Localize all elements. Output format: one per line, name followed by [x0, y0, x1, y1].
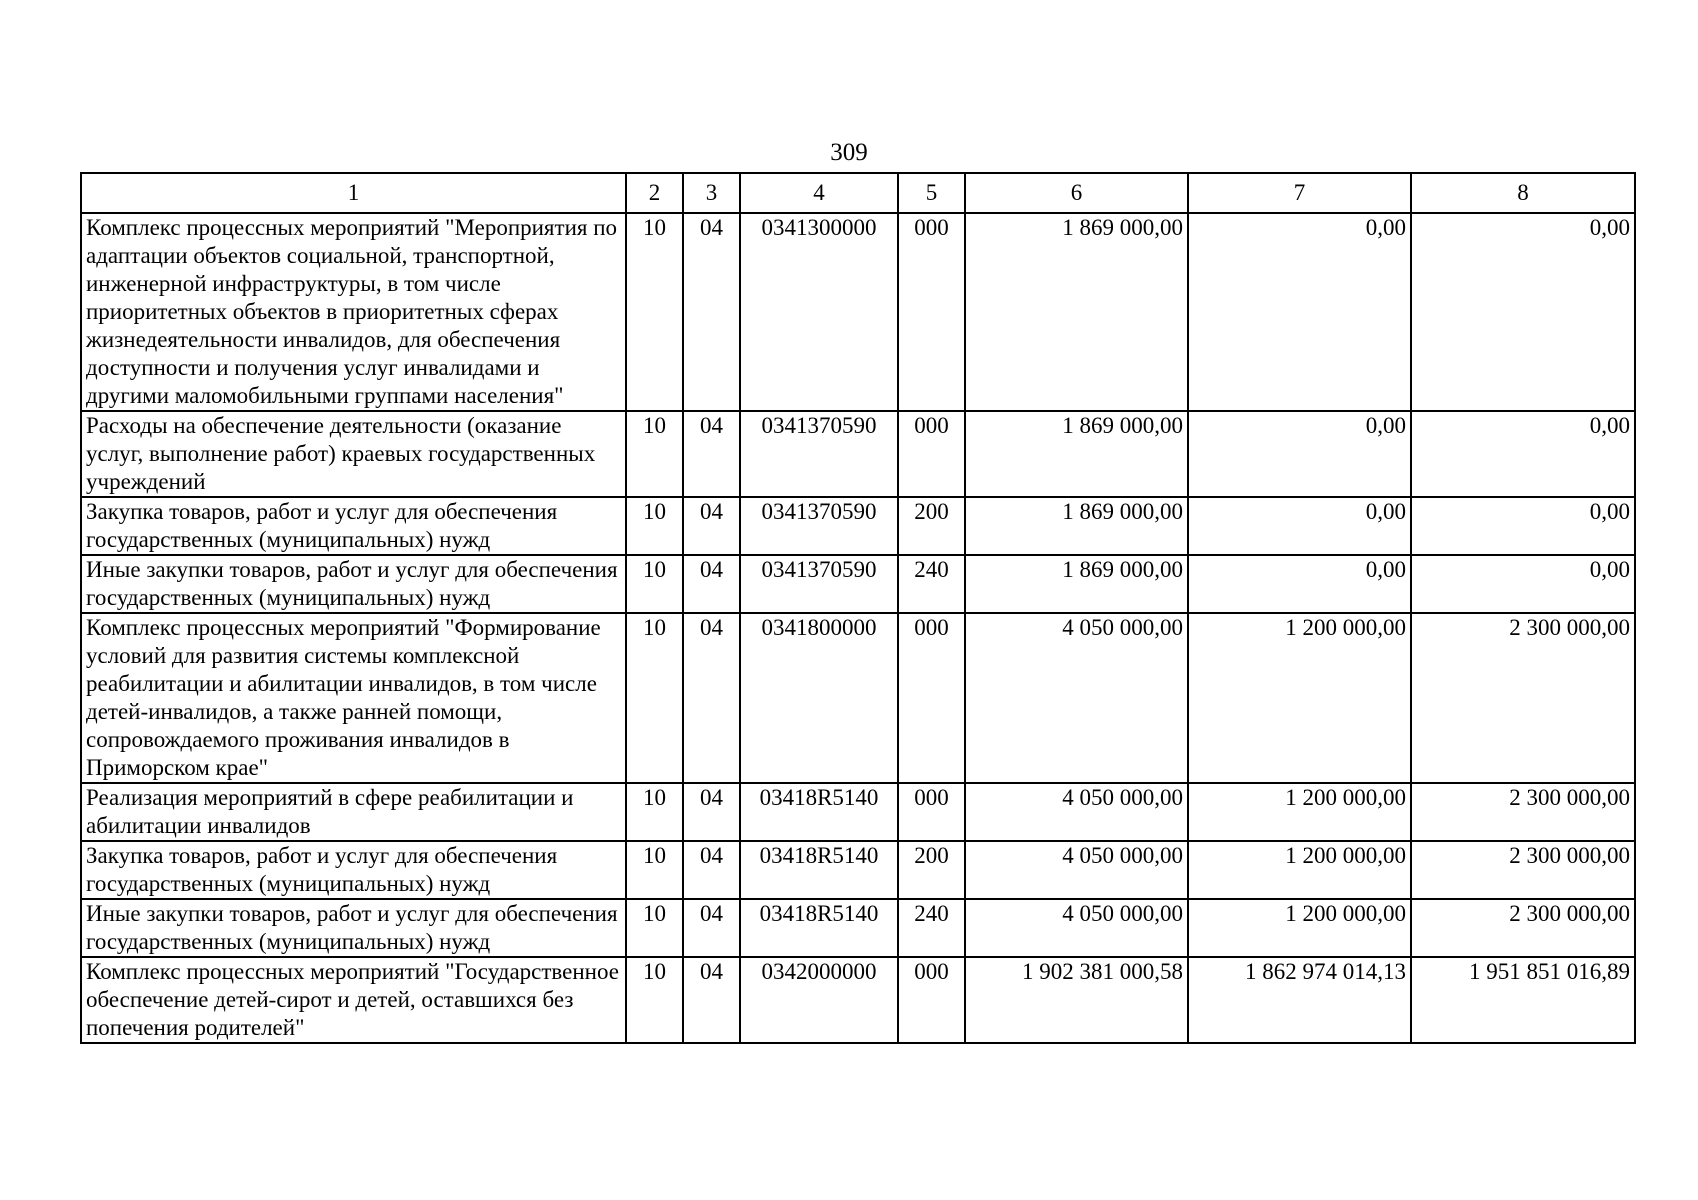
row-expense-type: 000	[898, 411, 965, 497]
row-amount-7: 0,00	[1188, 555, 1411, 613]
header-col-3: 3	[683, 173, 740, 213]
row-amount-7: 0,00	[1188, 213, 1411, 411]
row-section: 10	[626, 783, 683, 841]
row-target-code: 0341370590	[740, 555, 898, 613]
row-amount-6: 1 869 000,00	[965, 213, 1188, 411]
row-amount-8: 2 300 000,00	[1411, 783, 1635, 841]
row-amount-8: 0,00	[1411, 555, 1635, 613]
row-amount-8: 2 300 000,00	[1411, 613, 1635, 783]
row-target-code: 0341370590	[740, 411, 898, 497]
row-target-code: 03418R5140	[740, 783, 898, 841]
header-col-4: 4	[740, 173, 898, 213]
row-subsection: 04	[683, 497, 740, 555]
row-subsection: 04	[683, 899, 740, 957]
row-subsection: 04	[683, 555, 740, 613]
row-amount-8: 0,00	[1411, 497, 1635, 555]
row-target-code: 0341370590	[740, 497, 898, 555]
row-amount-6: 1 869 000,00	[965, 497, 1188, 555]
row-amount-8: 0,00	[1411, 411, 1635, 497]
header-row	[81, 173, 1635, 213]
header-col-1: 1	[81, 173, 626, 213]
row-section: 10	[626, 957, 683, 1043]
row-amount-7: 1 862 974 014,13	[1188, 957, 1411, 1043]
row-section: 10	[626, 213, 683, 411]
table-row	[81, 783, 1635, 841]
row-name: Комплекс процессных мероприятий "Мероприятия по адаптации объектов социальной, транспортной, инженерной инфраструктуры, в том числе приоритетных объектов в приоритетных сферах жизнедеятельности инвалидов, для обеспечения доступности и получения услуг инвалидами и другими маломобильными группами населения"	[81, 213, 626, 411]
row-expense-type: 000	[898, 957, 965, 1043]
row-section: 10	[626, 555, 683, 613]
row-subsection: 04	[683, 213, 740, 411]
row-expense-type: 200	[898, 497, 965, 555]
header-col-7: 7	[1188, 173, 1411, 213]
row-amount-6: 1 869 000,00	[965, 555, 1188, 613]
row-target-code: 03418R5140	[740, 899, 898, 957]
table-row	[81, 213, 1635, 411]
row-target-code: 0341800000	[740, 613, 898, 783]
row-expense-type: 240	[898, 555, 965, 613]
row-subsection: 04	[683, 613, 740, 783]
row-amount-8: 2 300 000,00	[1411, 841, 1635, 899]
row-name: Реализация мероприятий в сфере реабилитации и абилитации инвалидов	[81, 783, 626, 841]
header-col-6: 6	[965, 173, 1188, 213]
row-expense-type: 240	[898, 899, 965, 957]
row-amount-6: 4 050 000,00	[965, 783, 1188, 841]
row-amount-7: 1 200 000,00	[1188, 783, 1411, 841]
row-section: 10	[626, 411, 683, 497]
table-row	[81, 613, 1635, 783]
row-expense-type: 000	[898, 213, 965, 411]
row-subsection: 04	[683, 841, 740, 899]
row-amount-8: 2 300 000,00	[1411, 899, 1635, 957]
row-section: 10	[626, 497, 683, 555]
row-name: Иные закупки товаров, работ и услуг для обеспечения государственных (муниципальных) нужд	[81, 899, 626, 957]
row-expense-type: 200	[898, 841, 965, 899]
row-amount-7: 1 200 000,00	[1188, 899, 1411, 957]
row-amount-7: 1 200 000,00	[1188, 841, 1411, 899]
table-row	[81, 411, 1635, 497]
row-subsection: 04	[683, 411, 740, 497]
row-amount-8: 0,00	[1411, 213, 1635, 411]
row-amount-7: 1 200 000,00	[1188, 613, 1411, 783]
row-subsection: 04	[683, 783, 740, 841]
row-amount-6: 1 902 381 000,58	[965, 957, 1188, 1043]
table-row	[81, 841, 1635, 899]
row-section: 10	[626, 899, 683, 957]
row-name: Иные закупки товаров, работ и услуг для обеспечения государственных (муниципальных) нужд	[81, 555, 626, 613]
header-col-2: 2	[626, 173, 683, 213]
row-target-code: 0342000000	[740, 957, 898, 1043]
row-subsection: 04	[683, 957, 740, 1043]
header-col-5: 5	[898, 173, 965, 213]
row-amount-6: 4 050 000,00	[965, 613, 1188, 783]
row-amount-7: 0,00	[1188, 497, 1411, 555]
row-name: Комплекс процессных мероприятий "Формирование условий для развития системы комплексной реабилитации и абилитации инвалидов, в том числе детей-инвалидов, а также ранней помощи, сопровождаемого проживания инвалидов в Приморском крае"	[81, 613, 626, 783]
row-section: 10	[626, 841, 683, 899]
row-name: Комплекс процессных мероприятий "Государственное обеспечение детей-сирот и детей, оставшихся без попечения родителей"	[81, 957, 626, 1043]
row-section: 10	[626, 613, 683, 783]
table-row	[81, 957, 1635, 1043]
row-amount-6: 4 050 000,00	[965, 841, 1188, 899]
row-amount-6: 1 869 000,00	[965, 411, 1188, 497]
row-amount-8: 1 951 851 016,89	[1411, 957, 1635, 1043]
row-name: Закупка товаров, работ и услуг для обеспечения государственных (муниципальных) нужд	[81, 497, 626, 555]
table-row	[81, 497, 1635, 555]
row-name: Закупка товаров, работ и услуг для обеспечения государственных (муниципальных) нужд	[81, 841, 626, 899]
table-row	[81, 899, 1635, 957]
row-expense-type: 000	[898, 613, 965, 783]
row-name: Расходы на обеспечение деятельности (оказание услуг, выполнение работ) краевых государственных учреждений	[81, 411, 626, 497]
budget-table	[80, 172, 1636, 1044]
row-amount-6: 4 050 000,00	[965, 899, 1188, 957]
table-row	[81, 555, 1635, 613]
header-col-8: 8	[1411, 173, 1635, 213]
row-target-code: 0341300000	[740, 213, 898, 411]
row-expense-type: 000	[898, 783, 965, 841]
row-amount-7: 0,00	[1188, 411, 1411, 497]
row-target-code: 03418R5140	[740, 841, 898, 899]
page-number: 309	[830, 139, 868, 166]
